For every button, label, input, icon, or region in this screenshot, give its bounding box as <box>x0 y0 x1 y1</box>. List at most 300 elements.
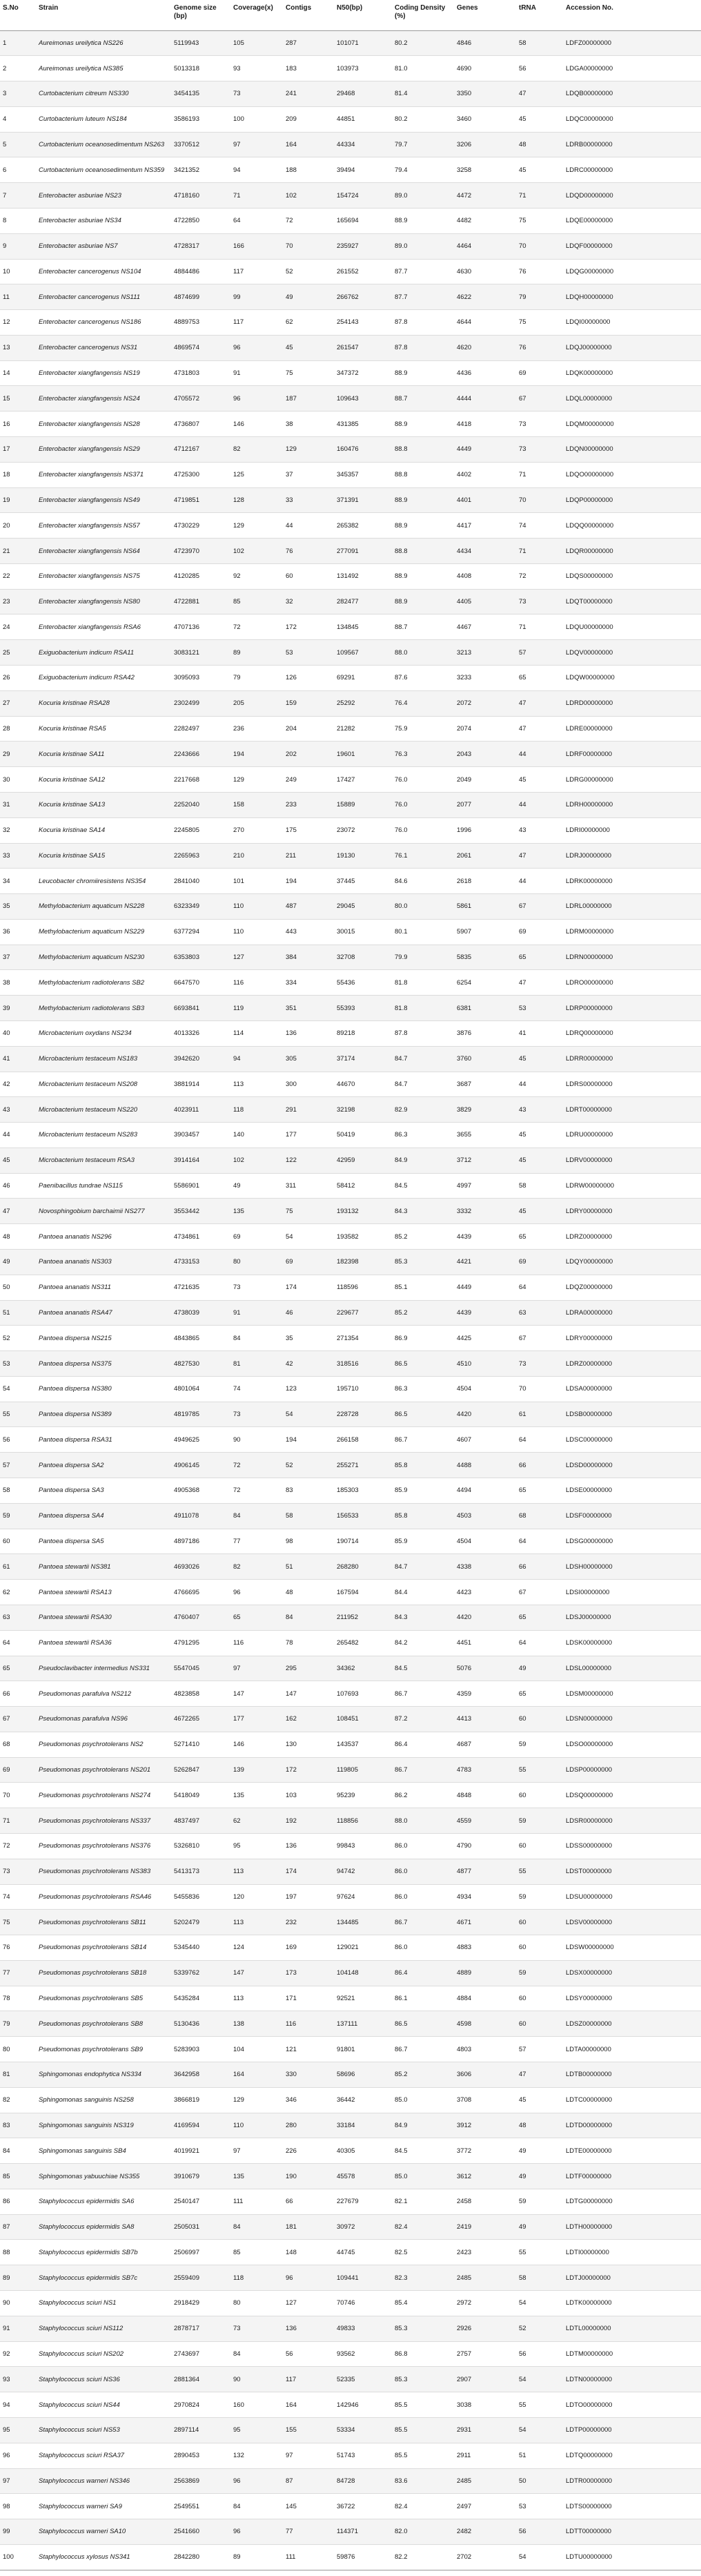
cell-genes: 4482 <box>457 217 472 225</box>
cell-genes: 4488 <box>457 1461 472 1469</box>
cell-contigs: 384 <box>286 953 297 962</box>
cell-coding-density: 85.8 <box>395 1512 408 1520</box>
cell-accession: LDQN00000000 <box>566 445 613 454</box>
cell-accession: LDQV00000000 <box>566 648 613 657</box>
cell-genes: 3687 <box>457 1080 472 1088</box>
cell-n50: 345357 <box>337 471 359 479</box>
cell-accession: LDQT00000000 <box>566 598 613 606</box>
cell-contigs: 70 <box>286 242 293 251</box>
cell-strain: Pantoea ananatis NS296 <box>39 1232 112 1241</box>
cell-coverage: 92 <box>233 572 241 581</box>
cell-genome-size: 2841040 <box>174 877 199 885</box>
cell-accession: LDSX00000000 <box>566 1969 613 1977</box>
cell-accession: LDSN00000000 <box>566 1715 613 1723</box>
cell-contigs: 209 <box>286 115 297 124</box>
cell-strain: Microbacterium testaceum NS283 <box>39 1131 138 1139</box>
cell-genome-size: 3370512 <box>174 141 199 149</box>
cell-s-no: 14 <box>3 369 10 378</box>
cell-genome-size: 3421352 <box>174 166 199 174</box>
cell-s-no: 37 <box>3 953 10 962</box>
cell-genes: 6254 <box>457 978 472 987</box>
cell-accession: LDRT00000000 <box>566 1105 612 1114</box>
cell-trna: 60 <box>519 1995 526 2003</box>
table-row <box>0 259 701 284</box>
cell-coding-density: 84.7 <box>395 1562 408 1571</box>
table-row <box>0 2392 701 2418</box>
cell-n50: 134845 <box>337 623 359 631</box>
cell-coverage: 270 <box>233 826 244 835</box>
cell-coding-density: 82.3 <box>395 2274 408 2282</box>
cell-strain: Pseudomonas parafulva NS96 <box>39 1715 128 1723</box>
cell-genome-size: 4884486 <box>174 267 199 275</box>
cell-genome-size: 2743697 <box>174 2350 199 2358</box>
cell-coding-density: 84.5 <box>395 2147 408 2155</box>
cell-strain: Staphylococcus warneri SA10 <box>39 2528 126 2536</box>
cell-s-no: 79 <box>3 2020 10 2028</box>
cell-s-no: 94 <box>3 2401 10 2409</box>
table-row <box>0 1072 701 1097</box>
cell-coverage: 96 <box>233 394 241 403</box>
cell-genome-size: 3642958 <box>174 2071 199 2079</box>
cell-n50: 53334 <box>337 2426 355 2434</box>
cell-genes: 2702 <box>457 2553 472 2562</box>
cell-genes: 4790 <box>457 1842 472 1850</box>
cell-n50: 119805 <box>337 1766 358 1774</box>
cell-genome-size: 4905368 <box>174 1486 199 1495</box>
cell-strain: Curtobacterium luteum NS184 <box>39 115 127 124</box>
table-row <box>0 869 701 894</box>
cell-n50: 58696 <box>337 2071 355 2079</box>
cell-contigs: 188 <box>286 166 297 174</box>
cell-n50: 34362 <box>337 1664 355 1672</box>
cell-coding-density: 88.8 <box>395 471 408 479</box>
cell-strain: Sphingomonas yabuuchiae NS355 <box>39 2172 140 2180</box>
cell-n50: 182398 <box>337 1258 359 1266</box>
cell-s-no: 30 <box>3 775 10 784</box>
cell-n50: 118596 <box>337 1284 358 1292</box>
cell-trna: 64 <box>519 1435 526 1444</box>
table-row <box>0 2240 701 2265</box>
cell-trna: 59 <box>519 1741 526 1749</box>
cell-trna: 75 <box>519 318 526 327</box>
table-row <box>0 1707 701 1732</box>
cell-coverage: 120 <box>233 1892 244 1901</box>
cell-coding-density: 88.8 <box>395 445 408 454</box>
cell-s-no: 68 <box>3 1741 10 1749</box>
cell-strain: Pseudomonas psychrotolerans NS2 <box>39 1741 144 1749</box>
cell-genome-size: 3454135 <box>174 90 199 98</box>
cell-trna: 45 <box>519 166 526 174</box>
table-row <box>0 742 701 767</box>
cell-s-no: 41 <box>3 1055 10 1063</box>
cell-contigs: 174 <box>286 1868 297 1876</box>
cell-genome-size: 5130436 <box>174 2020 199 2028</box>
cell-genome-size: 2243666 <box>174 750 199 758</box>
cell-strain: Enterobacter xiangfangensis NS57 <box>39 521 140 530</box>
cell-s-no: 55 <box>3 1411 10 1419</box>
cell-coverage: 79 <box>233 674 241 682</box>
cell-coverage: 72 <box>233 1486 241 1495</box>
cell-coverage: 72 <box>233 623 241 631</box>
cell-trna: 65 <box>519 1486 526 1495</box>
cell-coverage: 80 <box>233 2299 241 2307</box>
cell-accession: LDQI00000000 <box>566 318 611 327</box>
cell-strain: Kocuria kristinae SA14 <box>39 826 106 835</box>
cell-trna: 66 <box>519 1562 526 1571</box>
cell-coding-density: 88.9 <box>395 496 408 504</box>
cell-genome-size: 4760407 <box>174 1614 199 1622</box>
cell-coverage: 124 <box>233 1944 244 1952</box>
cell-accession: LDTR00000000 <box>566 2477 613 2485</box>
cell-contigs: 121 <box>286 2045 297 2053</box>
cell-n50: 129021 <box>337 1944 359 1952</box>
cell-trna: 56 <box>519 2350 526 2358</box>
cell-n50: 30015 <box>337 928 355 936</box>
header-coding-density: Coding Density (%) <box>395 4 446 20</box>
cell-genes: 4997 <box>457 1182 472 1190</box>
cell-coding-density: 88.7 <box>395 394 408 403</box>
cell-genes: 2485 <box>457 2274 472 2282</box>
cell-contigs: 487 <box>286 902 297 911</box>
cell-genes: 4436 <box>457 369 472 378</box>
cell-strain: Staphylococcus epidermidis SB7c <box>39 2274 138 2282</box>
cell-s-no: 21 <box>3 547 10 555</box>
cell-strain: Pantoea stewartii NS381 <box>39 1562 111 1571</box>
cell-accession: LDRC00000000 <box>566 166 613 174</box>
cell-trna: 45 <box>519 115 526 124</box>
cell-genes: 4434 <box>457 547 472 555</box>
cell-trna: 52 <box>519 2325 526 2333</box>
table-row <box>0 2417 701 2443</box>
cell-coding-density: 85.8 <box>395 1461 408 1469</box>
cell-strain: Enterobacter asburiae NS34 <box>39 217 121 225</box>
cell-coverage: 65 <box>233 1614 241 1622</box>
table-row <box>0 1960 701 1986</box>
cell-trna: 59 <box>519 1817 526 1825</box>
cell-n50: 32198 <box>337 1105 355 1114</box>
cell-contigs: 42 <box>286 1359 293 1368</box>
cell-strain: Pseudomonas psychrotolerans NS201 <box>39 1766 151 1774</box>
cell-contigs: 45 <box>286 344 293 352</box>
cell-coverage: 113 <box>233 1080 244 1088</box>
cell-genes: 4423 <box>457 1588 472 1596</box>
cell-strain: Enterobacter xiangfangensis NS371 <box>39 471 144 479</box>
cell-n50: 103973 <box>337 64 359 72</box>
cell-coding-density: 86.5 <box>395 1359 408 1368</box>
cell-n50: 271354 <box>337 1334 359 1342</box>
table-row <box>0 1783 701 1808</box>
cell-s-no: 88 <box>3 2248 10 2256</box>
cell-coding-density: 80.1 <box>395 928 408 936</box>
cell-coding-density: 86.9 <box>395 1334 408 1342</box>
cell-s-no: 65 <box>3 1664 10 1672</box>
cell-genes: 2931 <box>457 2426 472 2434</box>
table-row <box>0 487 701 513</box>
cell-strain: Staphylococcus epidermidis SA6 <box>39 2198 135 2206</box>
cell-accession: LDSJ00000000 <box>566 1614 611 1622</box>
cell-genes: 3772 <box>457 2147 472 2155</box>
cell-accession: LDSH00000000 <box>566 1562 613 1571</box>
cell-strain: Pantoea stewartii RSA36 <box>39 1639 112 1647</box>
cell-genome-size: 4843865 <box>174 1334 199 1342</box>
cell-strain: Pseudomonas psychrotolerans SB5 <box>39 1995 144 2003</box>
cell-genome-size: 5586901 <box>174 1182 199 1190</box>
cell-s-no: 57 <box>3 1461 10 1469</box>
cell-genome-size: 4712167 <box>174 445 199 454</box>
cell-coverage: 93 <box>233 64 241 72</box>
cell-coding-density: 86.4 <box>395 1741 408 1749</box>
cell-strain: Enterobacter xiangfangensis NS24 <box>39 394 140 403</box>
cell-genome-size: 4725300 <box>174 471 199 479</box>
cell-contigs: 136 <box>286 1842 297 1850</box>
cell-genes: 4598 <box>457 2020 472 2028</box>
table-row <box>0 56 701 81</box>
cell-s-no: 10 <box>3 267 10 275</box>
cell-genes: 4402 <box>457 471 472 479</box>
header-accession: Accession No. <box>566 4 613 12</box>
cell-coding-density: 76.1 <box>395 851 408 860</box>
cell-strain: Sphingomonas sanguinis NS258 <box>39 2096 134 2104</box>
cell-genome-size: 4719851 <box>174 496 199 504</box>
cell-contigs: 162 <box>286 1715 297 1723</box>
table-row <box>0 360 701 386</box>
cell-coding-density: 82.5 <box>395 2248 408 2256</box>
cell-coverage: 116 <box>233 978 244 987</box>
cell-n50: 37445 <box>337 877 355 885</box>
cell-trna: 75 <box>519 217 526 225</box>
cell-genome-size: 4707136 <box>174 623 199 631</box>
cell-coverage: 84 <box>233 2502 241 2510</box>
cell-accession: LDQW00000000 <box>566 674 615 682</box>
cell-n50: 109567 <box>337 648 359 657</box>
cell-coverage: 81 <box>233 1359 241 1368</box>
cell-n50: 104148 <box>337 1969 359 1977</box>
table-row <box>0 1250 701 1275</box>
cell-trna: 47 <box>519 724 526 733</box>
cell-genes: 2458 <box>457 2198 472 2206</box>
cell-genome-size: 4731803 <box>174 369 199 378</box>
table-row <box>0 2037 701 2062</box>
cell-genome-size: 2842280 <box>174 2553 199 2562</box>
cell-strain: Staphylococcus epidermidis SA8 <box>39 2223 135 2231</box>
cell-coding-density: 88.9 <box>395 217 408 225</box>
cell-contigs: 241 <box>286 90 297 98</box>
cell-genome-size: 4874699 <box>174 293 199 301</box>
cell-contigs: 164 <box>286 141 297 149</box>
cell-n50: 185303 <box>337 1486 359 1495</box>
cell-accession: LDQB00000000 <box>566 90 613 98</box>
cell-strain: Pantoea ananatis RSA47 <box>39 1308 112 1317</box>
cell-s-no: 40 <box>3 1029 10 1038</box>
cell-genes: 4338 <box>457 1562 472 1571</box>
cell-strain: Pantoea dispersa NS380 <box>39 1385 112 1393</box>
cell-accession: LDRD00000000 <box>566 699 613 708</box>
cell-trna: 63 <box>519 1308 526 1317</box>
cell-strain: Pantoea ananatis NS303 <box>39 1258 112 1266</box>
cell-trna: 47 <box>519 2071 526 2079</box>
cell-contigs: 60 <box>286 572 293 581</box>
table-row <box>0 106 701 132</box>
table-row <box>0 1147 701 1173</box>
cell-n50: 347372 <box>337 369 359 378</box>
cell-s-no: 62 <box>3 1588 10 1596</box>
cell-trna: 71 <box>519 471 526 479</box>
cell-trna: 59 <box>519 1892 526 1901</box>
cell-genes: 4783 <box>457 1766 472 1774</box>
cell-coverage: 64 <box>233 217 241 225</box>
cell-coverage: 116 <box>233 1639 244 1647</box>
cell-trna: 67 <box>519 394 526 403</box>
cell-coding-density: 88.7 <box>395 623 408 631</box>
cell-genes: 2419 <box>457 2223 472 2231</box>
cell-s-no: 5 <box>3 141 7 149</box>
cell-s-no: 95 <box>3 2426 10 2434</box>
cell-accession: LDFZ00000000 <box>566 39 612 47</box>
cell-s-no: 53 <box>3 1359 10 1368</box>
cell-trna: 58 <box>519 2274 526 2282</box>
cell-trna: 45 <box>519 1207 526 1215</box>
cell-contigs: 173 <box>286 1969 297 1977</box>
cell-accession: LDQP00000000 <box>566 496 613 504</box>
cell-strain: Enterobacter xiangfangensis NS75 <box>39 572 140 581</box>
cell-n50: 254143 <box>337 318 359 327</box>
cell-accession: LDTA00000000 <box>566 2045 611 2053</box>
cell-trna: 57 <box>519 648 526 657</box>
cell-accession: LDSR00000000 <box>566 1817 613 1825</box>
cell-n50: 143537 <box>337 1741 359 1749</box>
cell-contigs: 190 <box>286 2172 297 2180</box>
cell-genes: 2497 <box>457 2502 472 2510</box>
cell-strain: Microbacterium testaceum NS208 <box>39 1080 138 1088</box>
table-row <box>0 640 701 666</box>
table-row <box>0 462 701 487</box>
cell-genome-size: 5435284 <box>174 1995 199 2003</box>
table-row <box>0 284 701 310</box>
cell-genes: 4425 <box>457 1334 472 1342</box>
cell-s-no: 81 <box>3 2071 10 2079</box>
cell-coverage: 97 <box>233 1664 241 1672</box>
cell-genes: 3332 <box>457 1207 472 1215</box>
cell-coverage: 210 <box>233 851 244 860</box>
cell-genes: 2423 <box>457 2248 472 2256</box>
cell-accession: LDSY00000000 <box>566 1995 613 2003</box>
table-row <box>0 2164 701 2189</box>
cell-coverage: 74 <box>233 1385 241 1393</box>
cell-n50: 229677 <box>337 1308 359 1317</box>
cell-strain: Pseudoclavibacter intermedius NS331 <box>39 1664 150 1672</box>
cell-coding-density: 87.8 <box>395 344 408 352</box>
table-row <box>0 1199 701 1224</box>
cell-n50: 17427 <box>337 775 355 784</box>
cell-accession: LDQO00000000 <box>566 471 614 479</box>
cell-coding-density: 84.6 <box>395 877 408 885</box>
cell-s-no: 9 <box>3 242 7 251</box>
cell-n50: 44670 <box>337 1080 355 1088</box>
cell-contigs: 194 <box>286 877 297 885</box>
table-row <box>0 1427 701 1453</box>
cell-n50: 44745 <box>337 2248 355 2256</box>
cell-coding-density: 86.5 <box>395 1411 408 1419</box>
cell-contigs: 35 <box>286 1334 293 1342</box>
cell-contigs: 130 <box>286 1741 297 1749</box>
table-row <box>0 1503 701 1529</box>
cell-genome-size: 2890453 <box>174 2452 199 2460</box>
cell-s-no: 18 <box>3 471 10 479</box>
cell-n50: 282477 <box>337 598 359 606</box>
cell-genes: 4464 <box>457 242 472 251</box>
cell-s-no: 44 <box>3 1131 10 1139</box>
cell-trna: 59 <box>519 1969 526 1977</box>
cell-s-no: 33 <box>3 851 10 860</box>
cell-genome-size: 4722850 <box>174 217 199 225</box>
cell-genome-size: 4722881 <box>174 598 199 606</box>
cell-accession: LDRE00000000 <box>566 724 613 733</box>
cell-accession: LDRI00000000 <box>566 826 610 835</box>
cell-coding-density: 85.2 <box>395 1308 408 1317</box>
cell-strain: Staphylococcus xylosus NS341 <box>39 2553 130 2562</box>
cell-accession: LDQF00000000 <box>566 242 613 251</box>
cell-trna: 60 <box>519 1791 526 1799</box>
cell-genes: 5907 <box>457 928 472 936</box>
cell-n50: 190714 <box>337 1537 359 1545</box>
cell-genome-size: 2897114 <box>174 2426 199 2434</box>
cell-accession: LDSG00000000 <box>566 1537 613 1545</box>
cell-coding-density: 80.2 <box>395 39 408 47</box>
cell-s-no: 19 <box>3 496 10 504</box>
cell-n50: 25292 <box>337 699 355 708</box>
cell-contigs: 44 <box>286 521 293 530</box>
cell-coverage: 135 <box>233 1791 244 1799</box>
table-row <box>0 666 701 691</box>
cell-genes: 3829 <box>457 1105 472 1114</box>
cell-trna: 69 <box>519 1258 526 1266</box>
cell-coverage: 194 <box>233 750 244 758</box>
cell-s-no: 84 <box>3 2147 10 2155</box>
cell-s-no: 98 <box>3 2502 10 2510</box>
cell-strain: Staphylococcus warneri NS346 <box>39 2477 130 2485</box>
cell-coverage: 117 <box>233 267 244 275</box>
cell-coverage: 84 <box>233 2223 241 2231</box>
cell-contigs: 54 <box>286 1411 293 1419</box>
cell-coding-density: 82.2 <box>395 2553 408 2562</box>
cell-genome-size: 2559409 <box>174 2274 199 2282</box>
cell-n50: 118856 <box>337 1817 358 1825</box>
cell-coding-density: 86.0 <box>395 1892 408 1901</box>
cell-contigs: 32 <box>286 598 293 606</box>
cell-contigs: 155 <box>286 2426 297 2434</box>
cell-genes: 2049 <box>457 775 472 784</box>
cell-coverage: 91 <box>233 369 241 378</box>
cell-coverage: 160 <box>233 2401 244 2409</box>
cell-n50: 19130 <box>337 851 355 860</box>
table-row <box>0 970 701 996</box>
cell-n50: 109643 <box>337 394 359 403</box>
cell-genes: 3708 <box>457 2096 472 2104</box>
cell-contigs: 169 <box>286 1944 297 1952</box>
cell-coverage: 146 <box>233 1741 244 1749</box>
cell-coding-density: 86.2 <box>395 1791 408 1799</box>
cell-coverage: 73 <box>233 1284 241 1292</box>
cell-trna: 55 <box>519 2401 526 2409</box>
cell-s-no: 70 <box>3 1791 10 1799</box>
cell-coverage: 113 <box>233 1918 244 1926</box>
cell-contigs: 103 <box>286 1791 297 1799</box>
cell-coding-density: 76.0 <box>395 826 408 835</box>
cell-coverage: 118 <box>233 2274 244 2282</box>
cell-s-no: 85 <box>3 2172 10 2180</box>
cell-n50: 49833 <box>337 2325 355 2333</box>
cell-genome-size: 2881364 <box>174 2375 199 2383</box>
